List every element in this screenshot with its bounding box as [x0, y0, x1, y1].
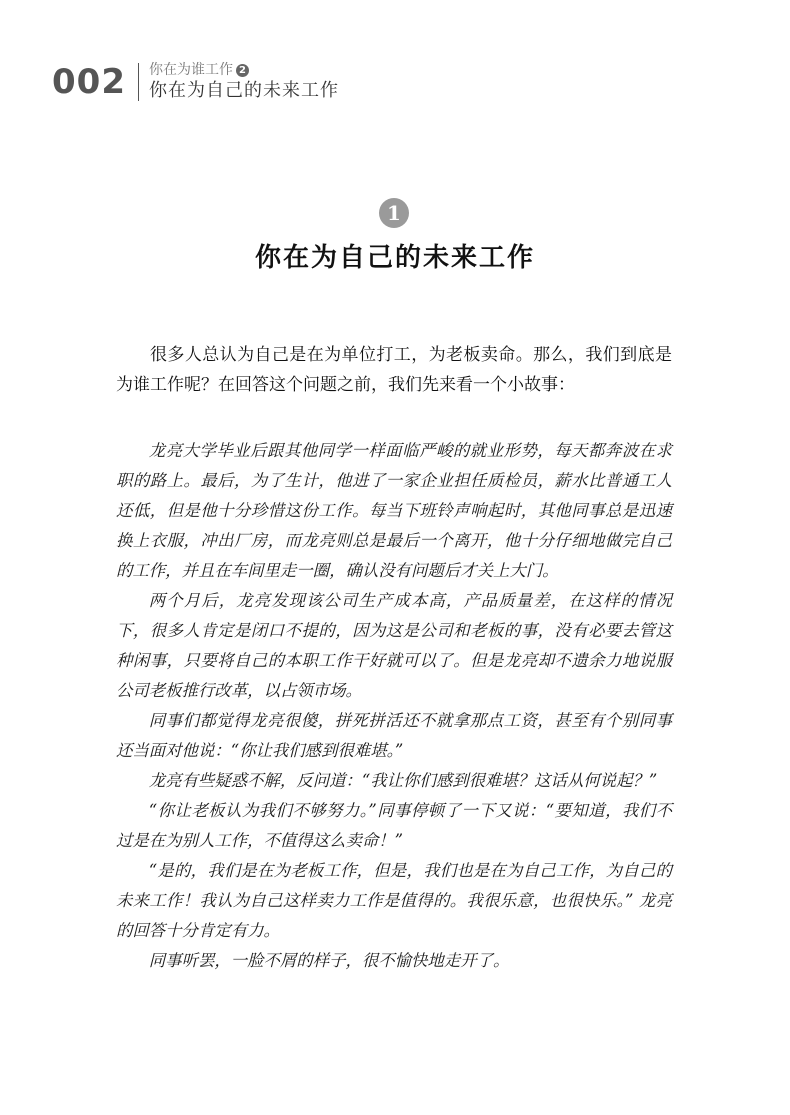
- header-titles: [149, 62, 339, 103]
- page-number: 002: [52, 62, 126, 102]
- chapter-number-badge: 1: [379, 198, 409, 228]
- story-paragraph: “是的，我们是在为老板工作，但是，我们也是在为自己工作，为自己的未来工作！我认为自己这样卖力工作是值得的。我很乐意，也很快乐。” 龙亮的回答十分肯定有力。: [116, 861, 672, 940]
- intro-paragraph: 很多人总认为自己是在为单位打工，为老板卖命。那么，我们到底是为谁工作呢？在回答这个问题之前，我们先来看一个小故事：: [116, 345, 672, 395]
- intro-section: [116, 340, 672, 400]
- book-title-text: 你在为谁工作: [148, 61, 233, 78]
- header-divider: [138, 63, 139, 101]
- story-section: [116, 436, 672, 976]
- book-title: [149, 62, 339, 79]
- story-paragraph: 龙亮大学毕业后跟其他同学一样面临严峻的就业形势，每天都奔波在求职的路上。最后，为了生计，他进了一家企业担任质检员，薪水比普通工人还低，但是他十分珍惜这份工作。每当下班铃声响起时，其他同事总是迅速换上衣服，冲出厂房，而龙亮则总是最后一个离开，他十分仔细地做完自己的工作，并且在车间里走一圈，确认没有问题后才关上大门。: [116, 441, 672, 580]
- part-title: 你在为自己的未来工作: [148, 79, 339, 101]
- part-number-badge: 2: [236, 64, 249, 77]
- story-paragraph: 同事们都觉得龙亮很傻，拼死拼活还不就拿那点工资，甚至有个别同事还当面对他说：“你让我们感到很难堪。”: [116, 711, 672, 760]
- story-paragraph: 同事听罢，一脸不屑的样子，很不愉快地走开了。: [148, 951, 510, 970]
- story-paragraph: “你让老板认为我们不够努力。”同事停顿了一下又说：“要知道，我们不过是在为别人工作，不值得这么卖命！”: [116, 801, 672, 850]
- story-paragraph: 龙亮有些疑惑不解，反问道：“我让你们感到很难堪？这话从何说起？”: [148, 771, 658, 790]
- story-paragraph: 两个月后，龙亮发现该公司生产成本高，产品质量差，在这样的情况下，很多人肯定是闭口不提的，因为这是公司和老板的事，没有必要去管这种闲事，只要将自己的本职工作干好就可以了。但是龙亮却不遗余力地说服公司老板推行改革，以占领市场。: [116, 591, 672, 700]
- running-header: [52, 60, 339, 104]
- chapter-title: 你在为自己的未来工作: [254, 243, 535, 273]
